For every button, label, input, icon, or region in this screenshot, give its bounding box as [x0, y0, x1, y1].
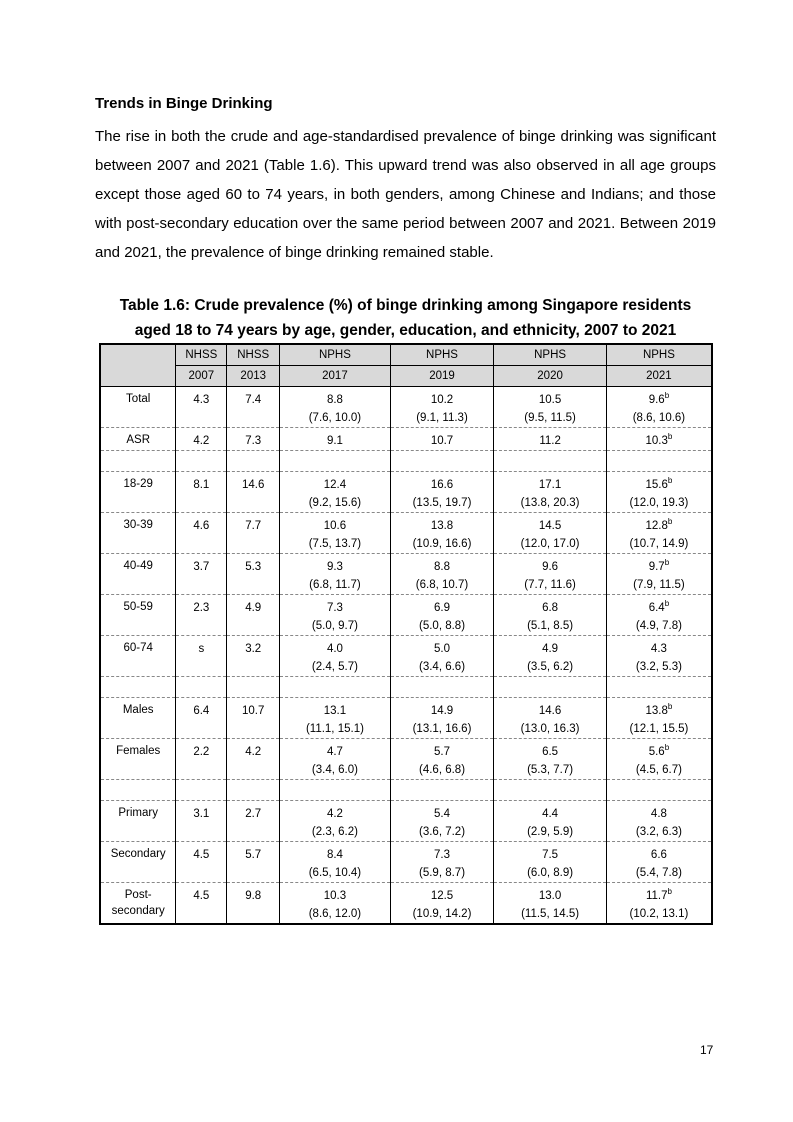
cell-value: 3.7: [193, 561, 210, 573]
significance-marker: b: [667, 517, 673, 527]
cell-ci: (5.4, 7.8): [635, 867, 682, 879]
cell-value: 5.3: [245, 561, 262, 573]
header-survey: NHSS: [176, 344, 227, 366]
cell-ci: (6.0, 8.9): [527, 867, 574, 879]
cell-value: 14.9: [430, 705, 454, 717]
cell-ci: (9.2, 15.6): [308, 497, 362, 509]
header-survey: NPHS: [494, 344, 607, 366]
cell-value: 4.5: [193, 849, 210, 861]
cell-value: 9.1: [326, 435, 343, 447]
header-survey: NHSS: [227, 344, 280, 366]
cell-ci: (9.1, 11.3): [416, 412, 468, 424]
cell-ci: (6.8, 11.7): [309, 579, 361, 591]
cell-value: 12.4: [323, 479, 347, 491]
row-label: 40-49: [123, 560, 153, 572]
cell-value: 6.8: [542, 602, 559, 614]
cell-ci: (4.6, 6.8): [419, 764, 466, 776]
cell-value: 5.7: [245, 849, 262, 861]
cell-value: 5.4: [434, 808, 451, 820]
cell-value: 17.1: [538, 479, 562, 491]
cell-value: 5.7: [434, 746, 451, 758]
row-label: Secondary: [110, 848, 166, 860]
cell-ci: (2.3, 6.2): [311, 826, 358, 838]
table-row: [100, 801, 712, 842]
cell-value: 10.2: [430, 394, 454, 406]
cell-value: 14.6: [242, 479, 265, 491]
table-caption: [95, 293, 716, 343]
significance-marker: b: [664, 599, 670, 609]
table-row: [100, 636, 712, 677]
cell-ci: (12.0, 17.0): [520, 538, 580, 550]
cell-ci: (3.5, 6.2): [527, 661, 574, 673]
row-label: 30-39: [123, 519, 153, 531]
caption-line-2: aged 18 to 74 years by age, gender, education, and ethnicity, 2007 to 2021: [134, 322, 677, 339]
table-row: [100, 739, 712, 780]
cell-value: 3.2: [245, 643, 262, 655]
page-number: 17: [700, 1043, 714, 1057]
row-label: 60-74: [123, 642, 153, 654]
row-label: Post- secondary: [111, 889, 165, 917]
cell-value: 6.6: [650, 849, 667, 861]
header-survey: NPHS: [390, 344, 494, 366]
row-label: Males: [122, 704, 154, 716]
cell-value: 13.0: [538, 890, 562, 902]
significance-marker: b: [667, 702, 673, 712]
cell-value: 12.5: [430, 890, 454, 902]
cell-ci: (8.6, 10.6): [632, 412, 686, 424]
cell-ci: (13.5, 19.7): [412, 497, 472, 509]
cell-value: 14.6: [538, 705, 562, 717]
cell-value: 8.4: [326, 849, 343, 861]
header-survey: NPHS: [606, 344, 712, 366]
cell-value: 4.6: [193, 520, 210, 532]
significance-marker: b: [664, 391, 670, 401]
cell-value: 10.3$^b$: [645, 432, 673, 447]
cell-value: 8.8: [434, 561, 451, 573]
cell-ci: (10.9, 16.6): [412, 538, 472, 550]
cell-value: 5.0: [434, 643, 451, 655]
cell-value: 2.3: [193, 602, 210, 614]
header-year: 2019: [390, 366, 494, 387]
spacer-row: [100, 677, 712, 698]
header-year: 2020: [494, 366, 607, 387]
cell-ci: (3.4, 6.6): [419, 661, 466, 673]
cell-ci: (12.1, 15.5): [629, 723, 689, 735]
cell-ci: (12.0, 19.3): [629, 497, 689, 509]
significance-marker: b: [664, 743, 670, 753]
cell-value: 6.9: [434, 602, 451, 614]
cell-value: 16.6: [430, 479, 454, 491]
section-heading: Trends in Binge Drinking: [95, 95, 273, 112]
prevalence-table: [99, 343, 713, 925]
cell-value: 3.1: [193, 808, 210, 820]
cell-value: 6.5: [542, 746, 559, 758]
cell-ci: (10.9, 14.2): [412, 908, 472, 920]
row-label: Females: [116, 745, 161, 757]
table-row: [100, 842, 712, 883]
header-survey: NPHS: [280, 344, 391, 366]
cell-ci: (2.4, 5.7): [311, 661, 358, 673]
cell-value: 11.7$^b$: [645, 887, 672, 902]
cell-value: 13.8$^b$: [645, 702, 673, 717]
cell-ci: (11.1, 15.1): [305, 723, 364, 735]
cell-value: 4.2: [326, 808, 343, 820]
cell-value: 10.7: [242, 705, 265, 717]
header-year: 2017: [280, 366, 391, 387]
cell-value: 2.7: [245, 808, 262, 820]
spacer-row: [100, 780, 712, 801]
table-row: [100, 472, 712, 513]
cell-value: 9.7$^b$: [648, 558, 670, 573]
header-year: 2007: [176, 366, 227, 387]
cell-ci: (3.6, 7.2): [419, 826, 466, 838]
cell-value: 4.5: [193, 890, 210, 902]
row-label: Primary: [118, 807, 158, 819]
cell-ci: (9.5, 11.5): [524, 412, 576, 424]
significance-marker: b: [667, 476, 673, 486]
cell-ci: (3.4, 6.0): [311, 764, 358, 776]
body-paragraph: The rise in both the crude and age-standardised prevalence of binge drinking was significant between 2007 and 2021 (Table 1.6). This upward trend was also observed in all age groups except those aged 60 to 74 years, in both genders, among Chinese and Indians; and those with post-secondary education over the same period between 2007 and 2021. Between 2019 and 2021, the prevalence of binge drinking remained stable.: [95, 128, 716, 261]
cell-ci: (6.5, 10.4): [308, 867, 362, 879]
cell-value: 7.5: [542, 849, 559, 861]
cell-value: 6.4: [193, 705, 210, 717]
cell-value: 10.6: [323, 520, 347, 532]
cell-ci: (13.0, 16.3): [520, 723, 580, 735]
row-label: 50-59: [123, 601, 153, 613]
cell-ci: (5.3, 7.7): [527, 764, 574, 776]
significance-marker: b: [667, 887, 672, 897]
cell-ci: (2.9, 5.9): [527, 826, 574, 838]
cell-value: 7.7: [245, 520, 262, 532]
spacer-row: [100, 451, 712, 472]
cell-value: 11.2: [539, 435, 561, 447]
cell-value: 13.1: [323, 705, 347, 717]
cell-value: 2.2: [193, 746, 210, 758]
table-row: [100, 554, 712, 595]
cell-value: 6.4$^b$: [648, 599, 670, 614]
cell-value: s: [198, 643, 205, 655]
cell-ci: (5.0, 9.7): [311, 620, 358, 632]
cell-ci: (10.7, 14.9): [629, 538, 689, 550]
cell-ci: (11.5, 14.5): [521, 908, 580, 920]
header-year: 2021: [606, 366, 712, 387]
row-label: ASR: [126, 434, 151, 446]
cell-ci: (4.5, 6.7): [635, 764, 682, 776]
cell-value: 9.6$^b$: [648, 391, 670, 406]
cell-value: 10.5: [538, 394, 562, 406]
cell-value: 14.5: [538, 520, 562, 532]
cell-value: 8.8: [326, 394, 343, 406]
cell-ci: (5.9, 8.7): [419, 867, 466, 879]
cell-ci: (13.1, 16.6): [412, 723, 472, 735]
table-row: [100, 513, 712, 554]
cell-value: 7.3: [434, 849, 451, 861]
cell-ci: (3.2, 6.3): [635, 826, 682, 838]
cell-ci: (7.5, 13.7): [308, 538, 362, 550]
cell-value: 9.6: [542, 561, 559, 573]
cell-ci: (5.0, 8.8): [419, 620, 466, 632]
table-row: [100, 883, 712, 925]
cell-value: 10.3: [323, 890, 347, 902]
cell-ci: (13.8, 20.3): [520, 497, 580, 509]
table-row: [100, 698, 712, 739]
cell-value: 15.6$^b$: [645, 476, 673, 491]
cell-value: 4.3: [193, 394, 210, 406]
table-row: [100, 595, 712, 636]
cell-value: 7.4: [245, 394, 262, 406]
cell-ci: (6.8, 10.7): [415, 579, 469, 591]
cell-value: 4.4: [542, 808, 559, 820]
cell-ci: (3.2, 5.3): [635, 661, 682, 673]
cell-value: 4.9: [542, 643, 559, 655]
header-row-years: [100, 366, 712, 387]
cell-value: 4.3: [650, 643, 667, 655]
header-corner: [100, 344, 176, 387]
cell-value: 9.3: [326, 561, 343, 573]
cell-value: 9.8: [245, 890, 262, 902]
table-row: [100, 428, 712, 451]
row-label: Total: [126, 393, 151, 405]
header-row-surveys: [100, 344, 712, 366]
cell-ci: (7.6, 10.0): [308, 412, 362, 424]
cell-value: 4.7: [326, 746, 343, 758]
cell-ci: (4.9, 7.8): [635, 620, 682, 632]
cell-value: 4.2: [193, 435, 210, 447]
cell-ci: (7.7, 11.6): [524, 579, 576, 591]
cell-value: 8.1: [193, 479, 210, 491]
cell-value: 4.2: [245, 746, 262, 758]
cell-value: 5.6$^b$: [648, 743, 670, 758]
cell-ci: (5.1, 8.5): [527, 620, 574, 632]
cell-value: 4.9: [245, 602, 262, 614]
cell-ci: (7.9, 11.5): [633, 579, 685, 591]
significance-marker: b: [664, 558, 670, 568]
significance-marker: b: [667, 432, 673, 442]
cell-value: 7.3: [326, 602, 343, 614]
caption-line-1: Table 1.6: Crude prevalence (%) of binge drinking among Singapore residents: [119, 297, 692, 314]
cell-ci: (8.6, 12.0): [308, 908, 362, 920]
header-year: 2013: [227, 366, 280, 387]
cell-value: 4.0: [326, 643, 343, 655]
cell-value: 7.3: [245, 435, 262, 447]
cell-ci: (10.2, 13.1): [629, 908, 689, 920]
row-label: 18-29: [123, 478, 153, 490]
cell-value: 4.8: [650, 808, 667, 820]
cell-value: 12.8$^b$: [645, 517, 673, 532]
cell-value: 13.8: [430, 520, 454, 532]
cell-value: 10.7: [430, 435, 454, 447]
table-row: [100, 387, 712, 428]
